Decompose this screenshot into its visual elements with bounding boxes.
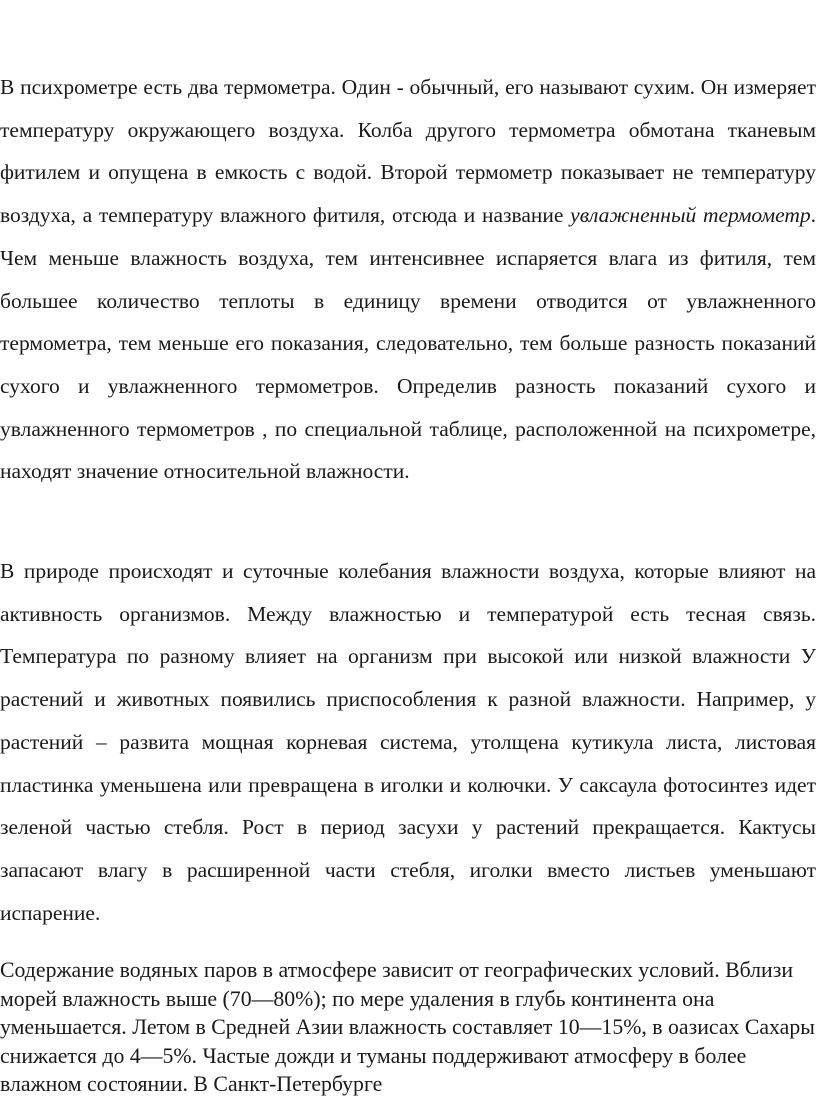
paragraph-psychrometer-text-start: В психрометре есть два термометра. Один - обычный, его называют сухим. Он измеряет температуру окружающего воздуха. Колба другого термометра обмотана тканевым фитилем и опущена в емкость с водой. Второй термометр показывает не температуру воздуха, а температуру влажного фитиля, отсюда и название [0, 75, 816, 228]
paragraph-psychrometer-text-end: . Чем меньше влажность воздуха, тем интенсивнее испаряется влага из фитиля, тем большее количество теплоты в единицу времени отводится от увлажненного термометра, тем меньше его показания, следовательно, тем больше разность показаний сухого и увлажненного термометров. Определив разность показаний сухого и увлажненного термометров , по специальной таблице, расположенной на психрометре, находят значение относительной влажности. [0, 203, 816, 484]
italic-term: увлажненный термометр [570, 203, 811, 228]
paragraph-geographic-humidity: Содержание водяных паров в атмосфере зависит от географических условий. Вблизи морей влажность выше (70—80%); по мере удаления в глубь континента она уменьшается. Летом в Средней Азии влажность составляет 10—15%, в оазисах Сахары снижается до 4—5%. Частые дожди и туманы поддерживают атмосферу в более влажном состоянии. В Санкт-Петербурге [0, 958, 815, 1097]
paragraph-psychrometer [0, 66, 816, 493]
paragraph-daily-humidity: В природе происходят и суточные колебания влажности воздуха, которые влияют на активность организмов. Между влажностью и температурой есть тесная связь. Температура по разному влияет на организм при высокой или низкой влажности У растений и животных появились приспособления к разной влажности. Например, у растений – развита мощная корневая система, утолщена кутикула листа, листовая пластинка уменьшена или превращена в иголки и колючки. У саксаула фотосинтез идет зеленой частью стебля. Рост в период засухи у растений прекращается. Кактусы запасают влагу в расширенной части стебля, иголки вместо листьев уменьшают испарение. [0, 559, 816, 925]
